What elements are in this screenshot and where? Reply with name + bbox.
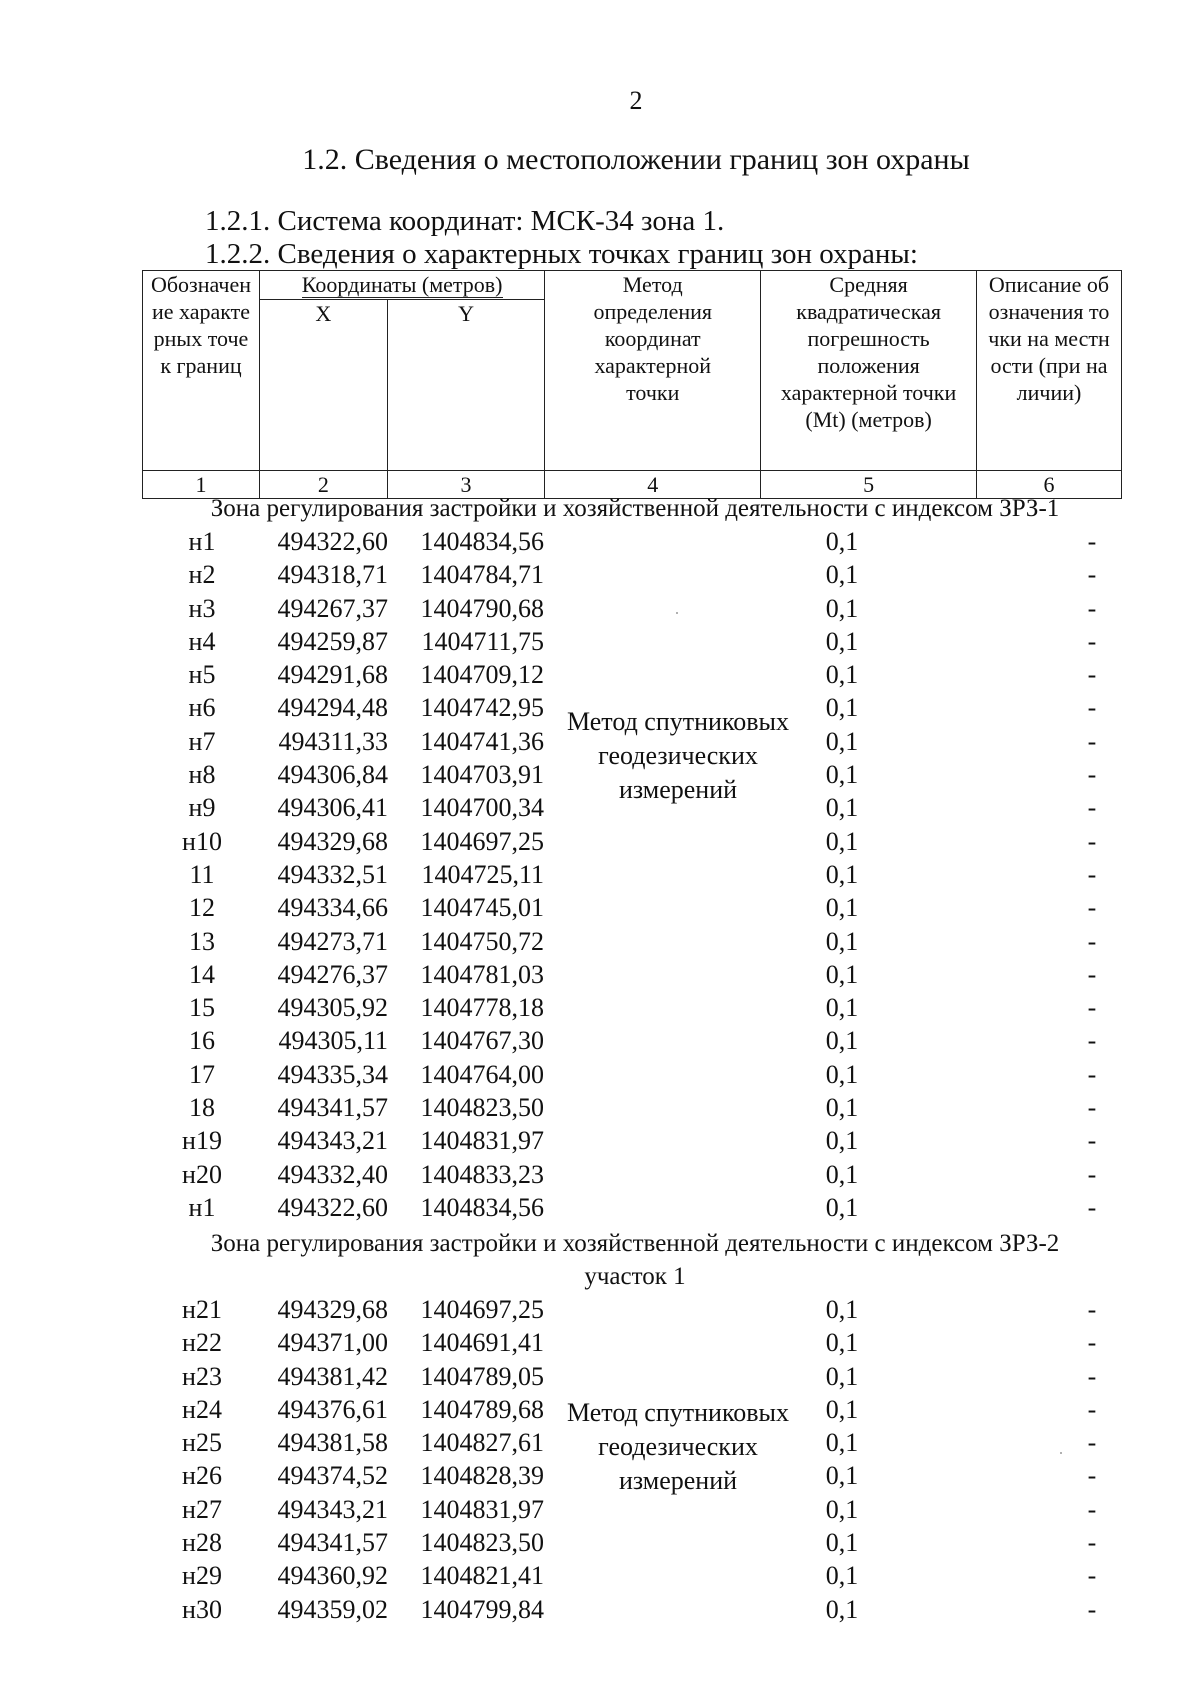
mean-error: 0,1 — [825, 926, 859, 956]
mean-error: 0,1 — [825, 1059, 859, 1089]
column-number: 6 — [977, 471, 1122, 499]
coord-y: 1404750,72 — [420, 926, 544, 956]
section-title: 1.2. Сведения о местоположении границ зон охраны — [302, 143, 970, 176]
mean-error: 0,1 — [825, 593, 859, 623]
coord-y: 1404741,36 — [420, 726, 544, 756]
table-row — [142, 825, 1122, 858]
mean-error: 0,1 — [825, 726, 859, 756]
mean-error: 0,1 — [825, 1192, 859, 1222]
point-id: 16 — [189, 1026, 215, 1056]
table-row — [142, 1526, 1122, 1559]
table-row — [142, 1091, 1122, 1124]
coord-x: 494311,33 — [278, 726, 388, 756]
mean-error: 0,1 — [825, 826, 859, 856]
point-description: - — [1087, 1494, 1097, 1524]
coord-x: 494332,40 — [277, 1159, 388, 1189]
coord-x: 494341,57 — [277, 1093, 388, 1123]
header-col6: Описание обозначения точки на местности (при наличии) — [977, 271, 1122, 471]
table-row — [142, 1360, 1122, 1393]
zone-title: Зона регулирования застройки и хозяйственной деятельности с индексом ЗРЗ-1 — [210, 495, 1060, 522]
table-row — [142, 1593, 1122, 1626]
coord-y: 1404778,18 — [420, 993, 544, 1023]
table-row — [142, 1326, 1122, 1359]
point-id: н4 — [188, 626, 216, 656]
coord-x: 494376,61 — [277, 1394, 388, 1424]
coord-y: 1404703,91 — [420, 760, 544, 790]
coord-y: 1404700,34 — [420, 793, 544, 823]
coord-y: 1404789,05 — [420, 1361, 544, 1391]
mean-error: 0,1 — [825, 1159, 859, 1189]
point-id: н20 — [182, 1159, 222, 1189]
point-description: - — [1087, 1461, 1097, 1491]
header-coords: Координаты (метров) — [259, 271, 544, 300]
point-description: - — [1087, 1192, 1097, 1222]
coord-y: 1404691,41 — [420, 1328, 544, 1358]
point-description: - — [1087, 1528, 1097, 1558]
point-id: 12 — [189, 893, 215, 923]
mean-error: 0,1 — [825, 1126, 859, 1156]
coord-x: 494267,37 — [277, 593, 388, 623]
point-id: 17 — [189, 1059, 215, 1089]
point-id: н10 — [182, 826, 222, 856]
coord-y: 1404827,61 — [420, 1428, 544, 1458]
table-row — [142, 558, 1122, 591]
coord-y: 1404831,97 — [420, 1494, 544, 1524]
zone-subtitle: участок 1 — [584, 1263, 686, 1290]
coord-y: 1404834,56 — [420, 527, 544, 556]
point-description: - — [1087, 1394, 1097, 1424]
table-row — [142, 991, 1122, 1024]
coord-y: 1404781,03 — [420, 959, 544, 989]
point-id: 13 — [189, 926, 215, 956]
point-id: н1 — [188, 1192, 216, 1222]
column-number: 2 — [259, 471, 387, 499]
coord-x: 494294,48 — [277, 693, 388, 723]
column-number: 5 — [761, 471, 977, 499]
point-id: 11 — [189, 859, 215, 889]
coord-y: 1404697,25 — [420, 1295, 544, 1324]
coord-y: 1404834,56 — [420, 1192, 544, 1222]
point-description: - — [1087, 760, 1097, 790]
point-id: н23 — [182, 1361, 222, 1391]
point-id: н21 — [182, 1295, 222, 1324]
table-row — [142, 1191, 1122, 1224]
table-row — [142, 1024, 1122, 1057]
coord-x: 494381,42 — [277, 1361, 388, 1391]
point-description: - — [1087, 1126, 1097, 1156]
point-id: н5 — [188, 660, 216, 690]
point-id: н6 — [188, 693, 216, 723]
coord-y: 1404799,84 — [420, 1594, 544, 1624]
table-row — [142, 891, 1122, 924]
mean-error: 0,1 — [825, 693, 859, 723]
point-description: - — [1087, 593, 1097, 623]
scan-speck — [1060, 1452, 1062, 1454]
mean-error: 0,1 — [825, 1394, 859, 1424]
mean-error: 0,1 — [825, 993, 859, 1023]
mean-error: 0,1 — [825, 1295, 859, 1324]
point-description: - — [1087, 793, 1097, 823]
table-row — [142, 858, 1122, 891]
point-description: - — [1087, 1093, 1097, 1123]
mean-error: 0,1 — [825, 1594, 859, 1624]
header-col5: Средняя квадратическая погрешность положения характерной точки (Mt) (метров) — [761, 271, 977, 471]
point-id: н8 — [188, 760, 216, 790]
point-id: н3 — [188, 593, 216, 623]
point-description: - — [1087, 926, 1097, 956]
mean-error: 0,1 — [825, 1026, 859, 1056]
coord-y: 1404828,39 — [420, 1461, 544, 1491]
method-label: Метод спутниковых геодезических измерений — [566, 1398, 789, 1495]
point-description: - — [1087, 1328, 1097, 1358]
point-description: - — [1087, 1561, 1097, 1591]
coord-y: 1404823,50 — [420, 1528, 544, 1558]
point-description: - — [1087, 1026, 1097, 1056]
point-description: - — [1087, 1159, 1097, 1189]
point-description: - — [1087, 1361, 1097, 1391]
coord-x: 494335,34 — [277, 1059, 388, 1089]
table-row — [142, 525, 1122, 558]
point-description: - — [1087, 959, 1097, 989]
mean-error: 0,1 — [825, 859, 859, 889]
mean-error: 0,1 — [825, 626, 859, 656]
coord-x: 494341,57 — [277, 1528, 388, 1558]
coord-x: 494343,21 — [277, 1126, 388, 1156]
coord-x: 494291,68 — [277, 660, 388, 690]
table-row — [142, 1158, 1122, 1191]
zone-rows — [142, 525, 1122, 1224]
point-id: н22 — [182, 1328, 222, 1358]
coord-x: 494343,21 — [277, 1494, 388, 1524]
mean-error: 0,1 — [825, 760, 859, 790]
coord-y: 1404709,12 — [420, 660, 544, 690]
coord-x: 494374,52 — [277, 1461, 388, 1491]
mean-error: 0,1 — [825, 793, 859, 823]
coord-y: 1404831,97 — [420, 1126, 544, 1156]
mean-error: 0,1 — [825, 660, 859, 690]
coord-x: 494381,58 — [277, 1428, 388, 1458]
table-row — [142, 1124, 1122, 1157]
point-id: 15 — [189, 993, 215, 1023]
coordinate-system-line: 1.2.1. Система координат: МСК-34 зона 1. — [205, 205, 725, 237]
point-description: - — [1087, 660, 1097, 690]
point-id: н2 — [188, 560, 216, 590]
table-row — [142, 958, 1122, 991]
point-description: - — [1087, 626, 1097, 656]
coord-x: 494306,84 — [277, 760, 388, 790]
point-description: - — [1087, 560, 1097, 590]
coord-y: 1404833,23 — [420, 1159, 544, 1189]
coord-x: 494273,71 — [277, 926, 388, 956]
column-number: 4 — [545, 471, 761, 499]
coord-x: 494318,71 — [277, 560, 388, 590]
coord-x: 494322,60 — [277, 527, 388, 556]
mean-error: 0,1 — [825, 1328, 859, 1358]
coord-y: 1404767,30 — [420, 1026, 544, 1056]
method-label: Метод спутниковых геодезических измерений — [566, 707, 789, 804]
point-id: н7 — [188, 726, 216, 756]
point-description: - — [1087, 1295, 1097, 1324]
mean-error: 0,1 — [825, 1361, 859, 1391]
zone-title: Зона регулирования застройки и хозяйственной деятельности с индексом ЗРЗ-2 — [210, 1230, 1060, 1257]
point-description: - — [1087, 1059, 1097, 1089]
table-row — [142, 1058, 1122, 1091]
coord-x: 494322,60 — [277, 1192, 388, 1222]
point-description: - — [1087, 859, 1097, 889]
coord-y: 1404697,25 — [420, 826, 544, 856]
mean-error: 0,1 — [825, 560, 859, 590]
coord-x: 494332,51 — [277, 859, 388, 889]
coord-y: 1404789,68 — [420, 1394, 544, 1424]
mean-error: 0,1 — [825, 1093, 859, 1123]
table-row — [142, 592, 1122, 625]
points-heading: 1.2.2. Сведения о характерных точках границ зон охраны: — [205, 238, 918, 270]
point-id: 14 — [189, 959, 215, 989]
point-id: н25 — [182, 1428, 222, 1458]
mean-error: 0,1 — [825, 1494, 859, 1524]
coord-x: 494276,37 — [277, 959, 388, 989]
point-id: н28 — [182, 1528, 222, 1558]
coord-y: 1404711,75 — [421, 626, 544, 656]
point-id: н1 — [188, 527, 216, 556]
mean-error: 0,1 — [825, 1528, 859, 1558]
mean-error: 0,1 — [825, 527, 859, 556]
mean-error: 0,1 — [825, 1461, 859, 1491]
coord-x: 494305,11 — [278, 1026, 388, 1056]
point-id: н26 — [182, 1461, 222, 1491]
point-description: - — [1087, 826, 1097, 856]
mean-error: 0,1 — [825, 959, 859, 989]
coord-y: 1404764,00 — [420, 1059, 544, 1089]
scan-speck — [676, 612, 678, 614]
point-id: 18 — [189, 1093, 215, 1123]
coord-x: 494329,68 — [277, 826, 388, 856]
header-x: X — [259, 300, 387, 471]
coord-y: 1404821,41 — [420, 1561, 544, 1591]
coord-x: 494371,00 — [277, 1328, 388, 1358]
header-col1: Обозначение характерных точек границ — [143, 271, 260, 471]
point-description: - — [1087, 893, 1097, 923]
point-id: н19 — [182, 1126, 222, 1156]
table-header — [142, 270, 1122, 499]
mean-error: 0,1 — [825, 1561, 859, 1591]
mean-error: 0,1 — [825, 893, 859, 923]
coord-x: 494306,41 — [277, 793, 388, 823]
point-id: н29 — [182, 1561, 222, 1591]
coord-y: 1404725,11 — [421, 859, 544, 889]
coord-y: 1404823,50 — [420, 1093, 544, 1123]
point-description: - — [1087, 1594, 1097, 1624]
coord-x: 494334,66 — [277, 893, 388, 923]
coord-x: 494329,68 — [277, 1295, 388, 1324]
column-number: 1 — [143, 471, 260, 499]
point-description: - — [1087, 693, 1097, 723]
mean-error: 0,1 — [825, 1428, 859, 1458]
coord-x: 494360,92 — [277, 1561, 388, 1591]
coord-y: 1404745,01 — [420, 893, 544, 923]
point-id: н27 — [182, 1494, 222, 1524]
column-number: 3 — [387, 471, 545, 499]
point-description: - — [1087, 1428, 1097, 1458]
coord-y: 1404784,71 — [420, 560, 544, 590]
point-id: н24 — [182, 1394, 222, 1424]
point-id: н9 — [188, 793, 216, 823]
table-row — [142, 1293, 1122, 1326]
coord-x: 494259,87 — [277, 626, 388, 656]
header-col4: Метод определения координат характерной точки — [545, 271, 761, 471]
table-row — [142, 1559, 1122, 1592]
coord-x: 494305,92 — [277, 993, 388, 1023]
point-id: н30 — [182, 1594, 222, 1624]
point-description: - — [1087, 527, 1097, 556]
table-row — [142, 925, 1122, 958]
page-number: 2 — [629, 86, 643, 115]
coord-y: 1404790,68 — [420, 593, 544, 623]
coord-x: 494359,02 — [277, 1594, 388, 1624]
table-row — [142, 658, 1122, 691]
point-description: - — [1087, 993, 1097, 1023]
coord-y: 1404742,95 — [420, 693, 544, 723]
point-description: - — [1087, 726, 1097, 756]
header-y: Y — [387, 300, 545, 471]
table-row — [142, 625, 1122, 658]
